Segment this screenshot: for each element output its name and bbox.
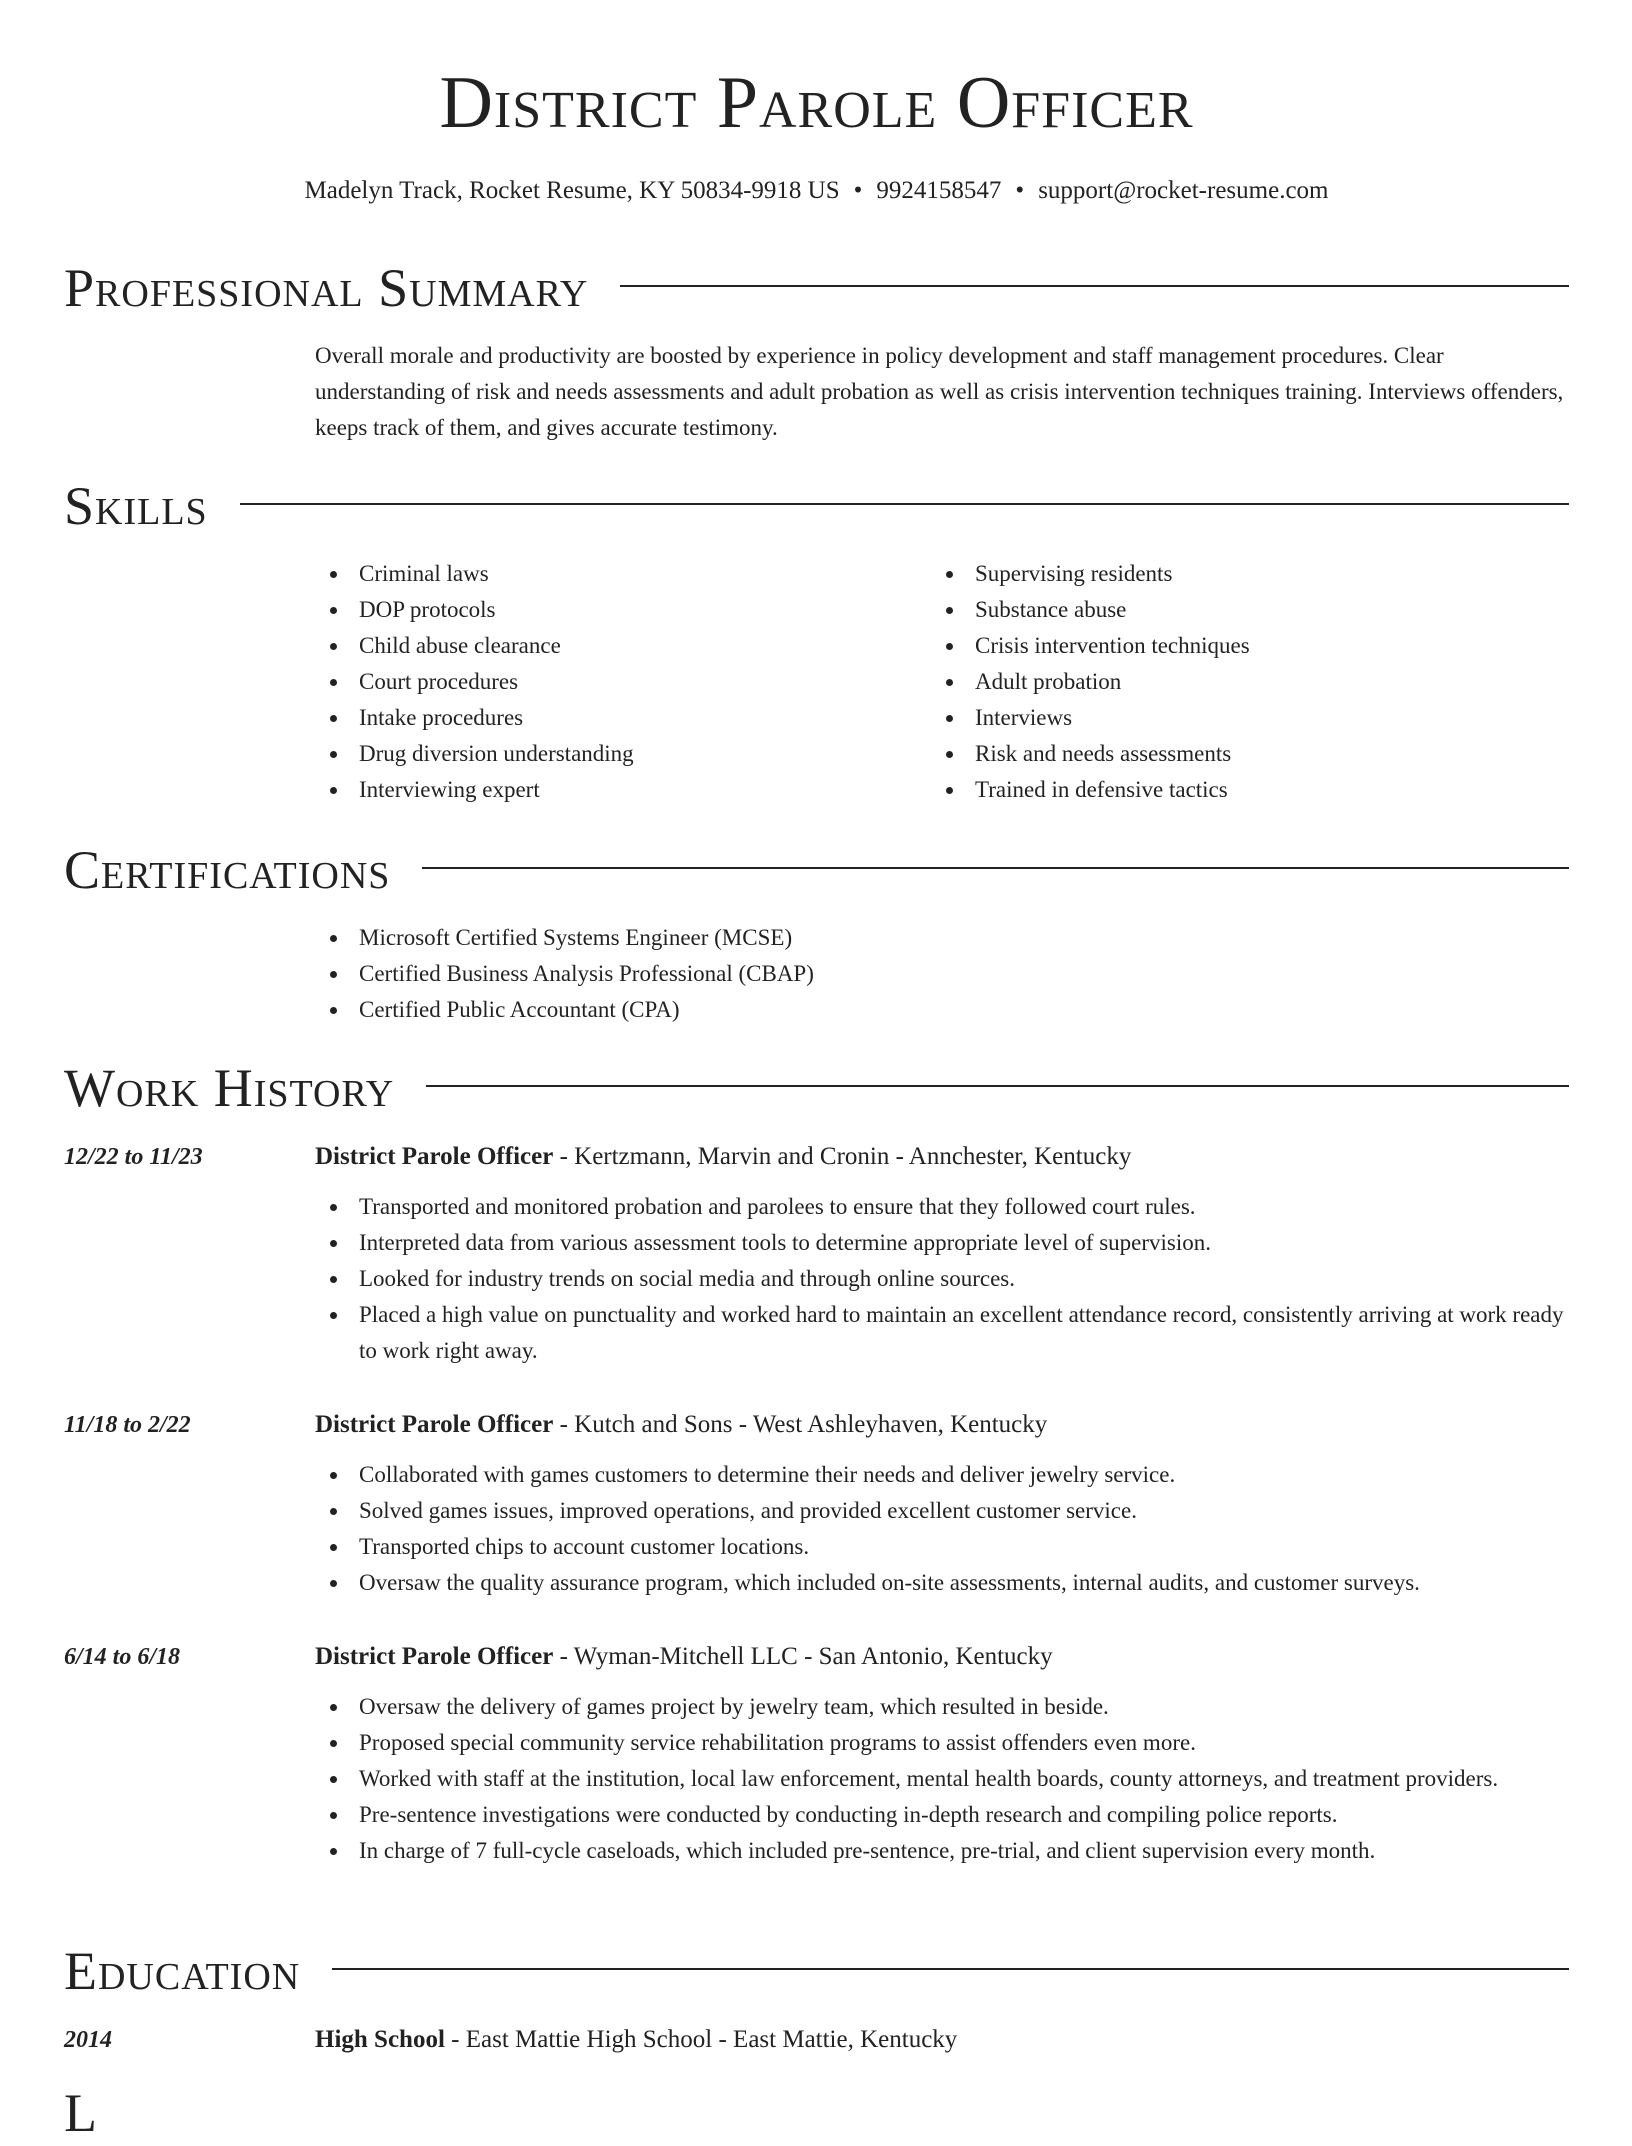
job-heading: [315, 1639, 1569, 1675]
summary-title: Professional Summary: [64, 258, 589, 318]
education-year: 2014: [64, 2027, 112, 2053]
job-duty: Placed a high value on punctuality and worked hard to maintain an excellent attendance record, consistently arriving at work ready to work right away.: [315, 1297, 1569, 1369]
skill-item: Crisis intervention techniques: [931, 628, 1531, 664]
job-dates: 11/18 to 2/22: [64, 1412, 191, 1438]
skill-item: Interviews: [931, 700, 1531, 736]
skill-item: Substance abuse: [931, 592, 1531, 628]
education-section-header: [64, 1938, 1569, 2004]
skill-item: Supervising residents: [931, 556, 1531, 592]
job-dates: 6/14 to 6/18: [64, 1644, 181, 1670]
next-section-title: L: [64, 2083, 98, 2143]
contact-email: support@rocket-resume.com: [1038, 177, 1329, 204]
education-school: - East Mattie High School - East Mattie, Kentucky: [444, 2026, 958, 2053]
education-degree: High School: [315, 2026, 445, 2053]
certifications-title: Certifications: [64, 840, 391, 900]
job-role: District Parole Officer: [315, 1643, 554, 1670]
job-duties-list: [315, 1689, 1569, 1869]
skill-item: Court procedures: [315, 664, 915, 700]
contact-phone: 9924158547: [876, 177, 1002, 204]
section-divider: [426, 1085, 1569, 1087]
work-history-title: Work History: [64, 1058, 395, 1118]
skill-item: Criminal laws: [315, 556, 915, 592]
certification-item: Certified Public Accountant (CPA): [315, 992, 1569, 1028]
job-duty: Interpreted data from various assessment tools to determine appropriate level of supervision.: [315, 1225, 1569, 1261]
job-duty: Proposed special community service rehabilitation programs to assist offenders even more.: [315, 1725, 1569, 1761]
section-divider: [620, 285, 1569, 287]
job-duty: Collaborated with games customers to determine their needs and deliver jewelry service.: [315, 1457, 1569, 1493]
certification-item: Microsoft Certified Systems Engineer (MCSE): [315, 920, 1569, 956]
skills-section-header: [64, 473, 1569, 539]
certifications-list: [315, 920, 1569, 1028]
education-title: Education: [64, 1941, 301, 2001]
contact-address: Madelyn Track, Rocket Resume, KY 50834-9918 US: [304, 177, 840, 204]
job-duty: Looked for industry trends on social media and through online sources.: [315, 1261, 1569, 1297]
resume-name: District Parole Officer: [439, 62, 1194, 144]
skill-item: Intake procedures: [315, 700, 915, 736]
job-dates: 12/22 to 11/23: [64, 1144, 203, 1170]
next-section-header: [64, 2080, 1569, 2146]
contact-line: [64, 173, 1569, 209]
job-duty: In charge of 7 full-cycle caseloads, which included pre-sentence, pre-trial, and client supervision every month.: [315, 1833, 1569, 1869]
job-employer: - Kertzmann, Marvin and Cronin - Annchester, Kentucky: [553, 1143, 1132, 1170]
job-role: District Parole Officer: [315, 1143, 554, 1170]
skill-item: Trained in defensive tactics: [931, 772, 1531, 808]
job-duty: Transported chips to account customer locations.: [315, 1529, 1569, 1565]
job-duties-list: [315, 1457, 1569, 1601]
skill-item: Drug diversion understanding: [315, 736, 915, 772]
contact-separator: •: [1015, 177, 1025, 204]
job-employer: - Wyman-Mitchell LLC - San Antonio, Kentucky: [553, 1643, 1053, 1670]
job-duty: Pre-sentence investigations were conducted by conducting in-depth research and compiling police reports.: [315, 1797, 1569, 1833]
education-heading: [315, 2022, 1569, 2058]
job-heading: [315, 1139, 1569, 1175]
section-divider: [332, 1968, 1569, 1970]
skill-item: Interviewing expert: [315, 772, 915, 808]
skill-item: Risk and needs assessments: [931, 736, 1531, 772]
contact-separator: •: [853, 177, 863, 204]
job-duties-list: [315, 1189, 1569, 1369]
section-divider: [240, 503, 1569, 505]
skill-item: Adult probation: [931, 664, 1531, 700]
skills-list-right: [931, 556, 1531, 808]
skill-item: Child abuse clearance: [315, 628, 915, 664]
skill-item: DOP protocols: [315, 592, 915, 628]
job-employer: - Kutch and Sons - West Ashleyhaven, Kentucky: [553, 1411, 1048, 1438]
summary-text: Overall morale and productivity are boosted by experience in policy development and staff management procedures. Clear understanding of risk and needs assessments and adult probation as well as crisis intervention techniques training. Interviews offenders, keeps track of them, and gives accurate testimony.: [315, 343, 1564, 440]
job-duty: Transported and monitored probation and parolees to ensure that they followed court rules.: [315, 1189, 1569, 1225]
job-duty: Oversaw the quality assurance program, which included on-site assessments, internal audits, and customer surveys.: [315, 1565, 1569, 1601]
skills-list-left: [315, 556, 915, 808]
work-history-section-header: [64, 1055, 1569, 1121]
job-duty: Oversaw the delivery of games project by jewelry team, which resulted in beside.: [315, 1689, 1569, 1725]
job-role: District Parole Officer: [315, 1411, 554, 1438]
job-duty: Solved games issues, improved operations, and provided excellent customer service.: [315, 1493, 1569, 1529]
skills-title: Skills: [64, 476, 208, 536]
section-divider: [422, 867, 1569, 869]
certifications-section-header: [64, 837, 1569, 903]
job-duty: Worked with staff at the institution, local law enforcement, mental health boards, county attorneys, and treatment providers.: [315, 1761, 1569, 1797]
certification-item: Certified Business Analysis Professional (CBAP): [315, 956, 1569, 992]
summary-section-header: [64, 255, 1569, 321]
job-heading: [315, 1407, 1569, 1443]
